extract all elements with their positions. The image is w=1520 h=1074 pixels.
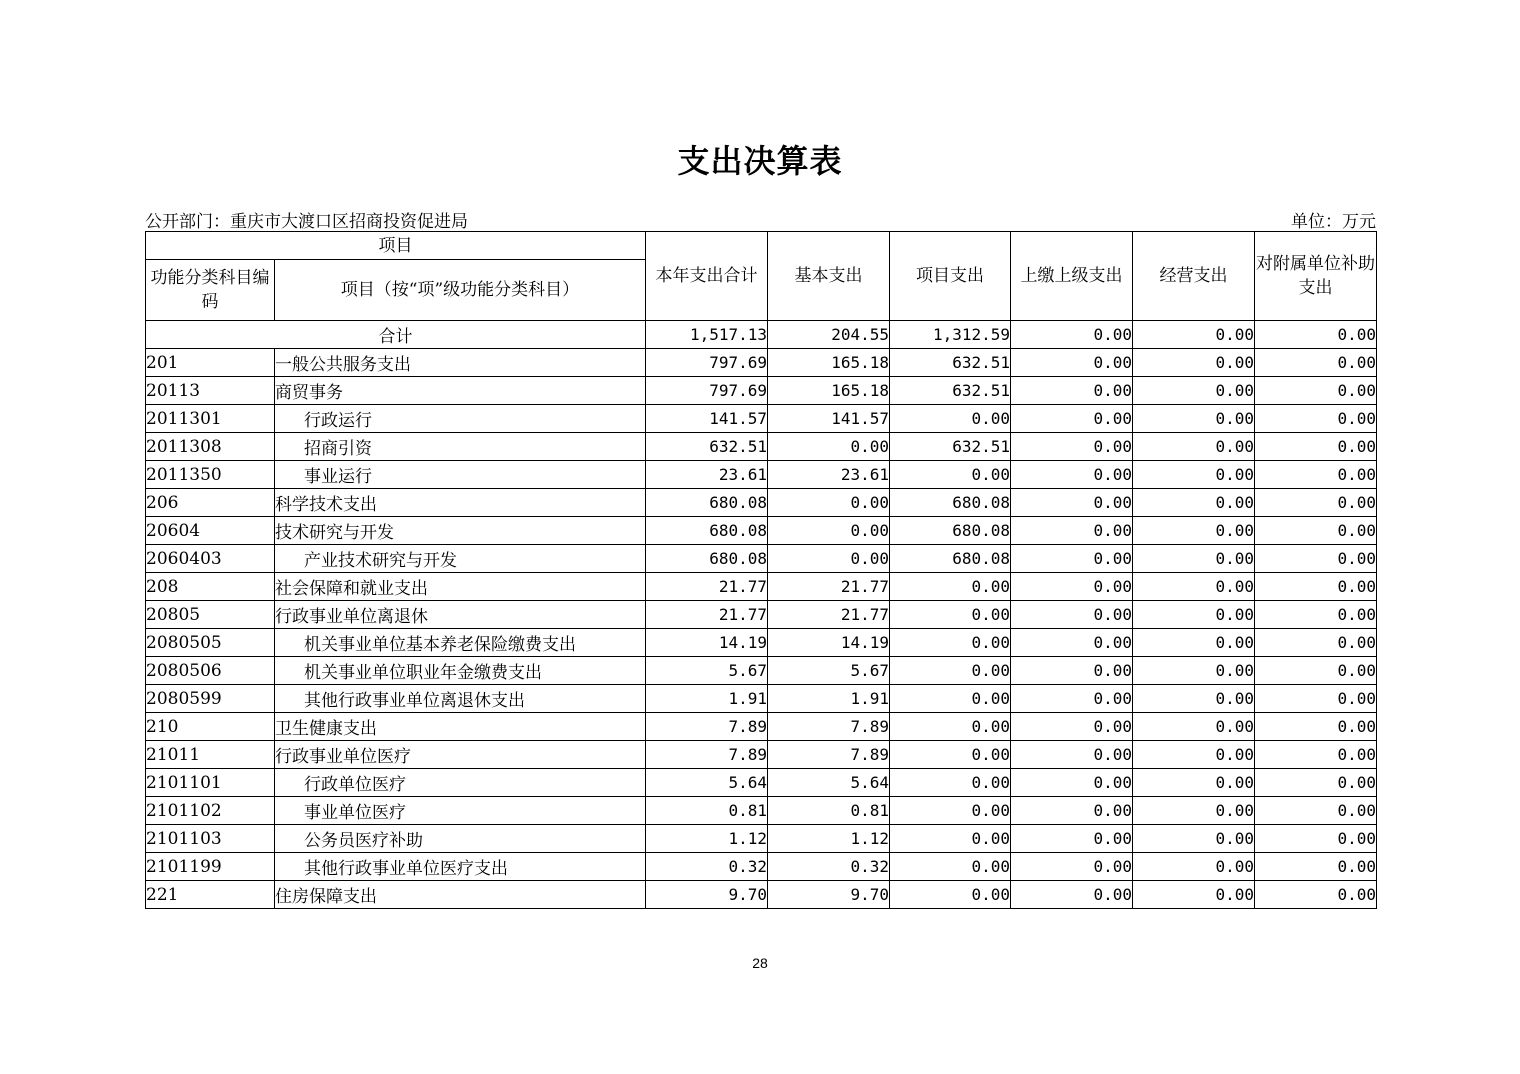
- row-value: 0.00: [1011, 769, 1133, 797]
- row-value: 7.89: [768, 713, 890, 741]
- table-row: [146, 405, 1377, 433]
- row-value: 0.00: [1255, 629, 1377, 657]
- row-value: 21.77: [646, 573, 768, 601]
- header-subsidy: 对附属单位补助支出: [1255, 232, 1377, 321]
- row-value: 0.00: [1255, 769, 1377, 797]
- row-code: 208: [146, 573, 275, 601]
- table-body: [146, 321, 1377, 909]
- row-value: 1.91: [768, 685, 890, 713]
- row-value: 0.32: [646, 853, 768, 881]
- total-cell: 204.55: [768, 321, 890, 349]
- row-name: 卫生健康支出: [275, 713, 646, 741]
- table-row: [146, 853, 1377, 881]
- row-value: 0.00: [1133, 405, 1255, 433]
- row-value: 0.00: [1011, 461, 1133, 489]
- row-value: 0.00: [890, 741, 1011, 769]
- row-value: 0.00: [1133, 433, 1255, 461]
- table-row: [146, 349, 1377, 377]
- row-code: 2080506: [146, 657, 275, 685]
- row-name: 住房保障支出: [275, 881, 646, 909]
- total-row: [146, 321, 1377, 349]
- row-value: 0.00: [890, 825, 1011, 853]
- table-row: [146, 741, 1377, 769]
- header-code: 功能分类科目编码: [146, 260, 275, 321]
- row-value: 0.00: [890, 685, 1011, 713]
- row-value: 0.00: [1255, 545, 1377, 573]
- row-value: 632.51: [646, 433, 768, 461]
- row-value: 0.00: [1011, 377, 1133, 405]
- row-code: 2011301: [146, 405, 275, 433]
- row-value: 0.00: [1255, 433, 1377, 461]
- row-code: 2101101: [146, 769, 275, 797]
- row-value: 0.00: [1011, 797, 1133, 825]
- row-value: 0.00: [1255, 853, 1377, 881]
- row-code: 201: [146, 349, 275, 377]
- row-value: 1.91: [646, 685, 768, 713]
- row-code: 2080599: [146, 685, 275, 713]
- row-value: 5.64: [646, 769, 768, 797]
- row-code: 2101103: [146, 825, 275, 853]
- row-value: 0.00: [1011, 881, 1133, 909]
- row-value: 0.00: [1011, 545, 1133, 573]
- row-value: 0.00: [1011, 629, 1133, 657]
- row-value: 0.00: [1133, 377, 1255, 405]
- row-value: 0.00: [1133, 545, 1255, 573]
- row-value: 0.00: [1011, 601, 1133, 629]
- total-cell: 1,312.59: [890, 321, 1011, 349]
- row-value: 21.77: [768, 601, 890, 629]
- row-value: 0.00: [1011, 405, 1133, 433]
- total-cell: 1,517.13: [646, 321, 768, 349]
- row-code: 2011350: [146, 461, 275, 489]
- row-value: 141.57: [646, 405, 768, 433]
- row-value: 1.12: [768, 825, 890, 853]
- row-name: 机关事业单位职业年金缴费支出: [275, 657, 646, 685]
- row-value: 165.18: [768, 377, 890, 405]
- row-value: 0.00: [1255, 825, 1377, 853]
- row-value: 23.61: [646, 461, 768, 489]
- row-code: 20604: [146, 517, 275, 545]
- row-value: 14.19: [646, 629, 768, 657]
- row-value: 5.67: [768, 657, 890, 685]
- total-cell: 0.00: [1255, 321, 1377, 349]
- row-code: 2011308: [146, 433, 275, 461]
- row-value: 0.00: [1255, 377, 1377, 405]
- row-value: 0.00: [1011, 713, 1133, 741]
- row-value: 7.89: [768, 741, 890, 769]
- row-name: 机关事业单位基本养老保险缴费支出: [275, 629, 646, 657]
- row-code: 210: [146, 713, 275, 741]
- table-row: [146, 461, 1377, 489]
- table-row: [146, 657, 1377, 685]
- report-meta: [145, 207, 1376, 231]
- row-value: 0.00: [890, 713, 1011, 741]
- row-name: 科学技术支出: [275, 489, 646, 517]
- row-value: 5.67: [646, 657, 768, 685]
- row-value: 0.81: [768, 797, 890, 825]
- row-value: 21.77: [646, 601, 768, 629]
- row-code: 221: [146, 881, 275, 909]
- row-value: 0.00: [1011, 853, 1133, 881]
- row-code: 2080505: [146, 629, 275, 657]
- row-value: 680.08: [890, 517, 1011, 545]
- row-value: 0.00: [1255, 461, 1377, 489]
- header-business: 经营支出: [1133, 232, 1255, 321]
- row-value: 0.00: [768, 433, 890, 461]
- row-code: 2060403: [146, 545, 275, 573]
- row-value: 680.08: [646, 545, 768, 573]
- row-name: 事业运行: [275, 461, 646, 489]
- row-name: 事业单位医疗: [275, 797, 646, 825]
- table-row: [146, 573, 1377, 601]
- row-value: 0.00: [1133, 769, 1255, 797]
- header-basic: 基本支出: [768, 232, 890, 321]
- row-value: 0.00: [1255, 489, 1377, 517]
- row-value: 0.00: [1255, 881, 1377, 909]
- row-value: 0.00: [1011, 489, 1133, 517]
- row-value: 0.00: [890, 853, 1011, 881]
- row-value: 680.08: [646, 489, 768, 517]
- row-value: 23.61: [768, 461, 890, 489]
- table-row: [146, 713, 1377, 741]
- row-value: 0.00: [1255, 405, 1377, 433]
- row-value: 0.00: [890, 601, 1011, 629]
- row-value: 0.00: [890, 573, 1011, 601]
- table-row: [146, 601, 1377, 629]
- row-value: 0.00: [1133, 461, 1255, 489]
- row-value: 680.08: [890, 545, 1011, 573]
- row-value: 9.70: [646, 881, 768, 909]
- row-code: 206: [146, 489, 275, 517]
- row-value: 0.00: [1011, 517, 1133, 545]
- row-value: 632.51: [890, 377, 1011, 405]
- row-value: 5.64: [768, 769, 890, 797]
- row-name: 商贸事务: [275, 377, 646, 405]
- row-value: 0.00: [1011, 657, 1133, 685]
- row-value: 0.00: [1255, 517, 1377, 545]
- table-row: [146, 881, 1377, 909]
- row-value: 0.00: [1133, 601, 1255, 629]
- header-name: 项目（按“项”级功能分类科目）: [275, 260, 646, 321]
- row-code: 20805: [146, 601, 275, 629]
- table-row: [146, 797, 1377, 825]
- row-name: 其他行政事业单位离退休支出: [275, 685, 646, 713]
- row-value: 0.00: [1255, 797, 1377, 825]
- row-value: 0.00: [1255, 685, 1377, 713]
- row-value: 0.00: [1133, 741, 1255, 769]
- table-row: [146, 825, 1377, 853]
- table-row: [146, 629, 1377, 657]
- row-code: 2101199: [146, 853, 275, 881]
- header-project: 项目支出: [890, 232, 1011, 321]
- row-value: 0.00: [1133, 853, 1255, 881]
- row-value: 0.00: [1255, 349, 1377, 377]
- row-value: 632.51: [890, 349, 1011, 377]
- row-name: 公务员医疗补助: [275, 825, 646, 853]
- row-value: 0.00: [1133, 713, 1255, 741]
- row-value: 0.00: [1255, 741, 1377, 769]
- table-row: [146, 545, 1377, 573]
- row-value: 0.00: [1255, 713, 1377, 741]
- row-value: 0.00: [1133, 349, 1255, 377]
- row-name: 行政单位医疗: [275, 769, 646, 797]
- row-value: 7.89: [646, 741, 768, 769]
- row-value: 0.00: [890, 769, 1011, 797]
- row-value: 0.00: [1133, 573, 1255, 601]
- page-number: 28: [752, 955, 768, 971]
- row-value: 632.51: [890, 433, 1011, 461]
- row-value: 141.57: [768, 405, 890, 433]
- row-value: 0.00: [890, 629, 1011, 657]
- row-code: 21011: [146, 741, 275, 769]
- row-value: 0.00: [768, 517, 890, 545]
- row-value: 0.00: [1133, 657, 1255, 685]
- row-value: 9.70: [768, 881, 890, 909]
- row-value: 0.00: [890, 797, 1011, 825]
- row-code: 20113: [146, 377, 275, 405]
- row-value: 0.00: [1255, 573, 1377, 601]
- row-value: 0.00: [1133, 685, 1255, 713]
- row-value: 0.00: [1133, 629, 1255, 657]
- row-value: 0.00: [1133, 881, 1255, 909]
- row-value: 0.00: [890, 461, 1011, 489]
- row-value: 21.77: [768, 573, 890, 601]
- unit-label: 单位：万元: [1291, 212, 1376, 232]
- row-value: 0.00: [1255, 601, 1377, 629]
- row-value: 0.00: [1011, 433, 1133, 461]
- row-value: 0.32: [768, 853, 890, 881]
- row-name: 一般公共服务支出: [275, 349, 646, 377]
- row-code: 2101102: [146, 797, 275, 825]
- table-row: [146, 433, 1377, 461]
- row-value: 797.69: [646, 377, 768, 405]
- row-value: 1.12: [646, 825, 768, 853]
- header-item: 项目: [146, 232, 646, 260]
- row-value: 0.00: [890, 881, 1011, 909]
- row-value: 0.00: [768, 489, 890, 517]
- row-value: 0.81: [646, 797, 768, 825]
- row-value: 0.00: [1133, 517, 1255, 545]
- page-title: 支出决算表: [677, 142, 843, 180]
- row-value: 0.00: [1133, 825, 1255, 853]
- row-value: 0.00: [1011, 825, 1133, 853]
- table-row: [146, 685, 1377, 713]
- row-value: 0.00: [1011, 573, 1133, 601]
- row-value: 7.89: [646, 713, 768, 741]
- row-value: 0.00: [890, 405, 1011, 433]
- row-value: 0.00: [1011, 349, 1133, 377]
- row-name: 社会保障和就业支出: [275, 573, 646, 601]
- row-value: 797.69: [646, 349, 768, 377]
- row-value: 680.08: [890, 489, 1011, 517]
- row-value: 14.19: [768, 629, 890, 657]
- row-name: 其他行政事业单位医疗支出: [275, 853, 646, 881]
- total-cell: 0.00: [1133, 321, 1255, 349]
- header-total: 本年支出合计: [646, 232, 768, 321]
- table-row: [146, 489, 1377, 517]
- expenditure-table: [145, 231, 1377, 909]
- row-name: 行政事业单位离退休: [275, 601, 646, 629]
- row-value: 0.00: [768, 545, 890, 573]
- row-name: 技术研究与开发: [275, 517, 646, 545]
- row-value: 0.00: [890, 657, 1011, 685]
- table-row: [146, 517, 1377, 545]
- row-name: 产业技术研究与开发: [275, 545, 646, 573]
- row-value: 0.00: [1011, 741, 1133, 769]
- header-upper: 上缴上级支出: [1011, 232, 1133, 321]
- row-value: 0.00: [1133, 489, 1255, 517]
- department-label: 公开部门：重庆市大渡口区招商投资促进局: [145, 212, 468, 232]
- row-name: 行政事业单位医疗: [275, 741, 646, 769]
- total-label: 合计: [146, 321, 646, 349]
- table-row: [146, 377, 1377, 405]
- row-value: 0.00: [1133, 797, 1255, 825]
- row-value: 0.00: [1011, 685, 1133, 713]
- table-row: [146, 769, 1377, 797]
- row-name: 行政运行: [275, 405, 646, 433]
- total-cell: 0.00: [1011, 321, 1133, 349]
- row-value: 165.18: [768, 349, 890, 377]
- row-name: 招商引资: [275, 433, 646, 461]
- row-value: 680.08: [646, 517, 768, 545]
- row-value: 0.00: [1255, 657, 1377, 685]
